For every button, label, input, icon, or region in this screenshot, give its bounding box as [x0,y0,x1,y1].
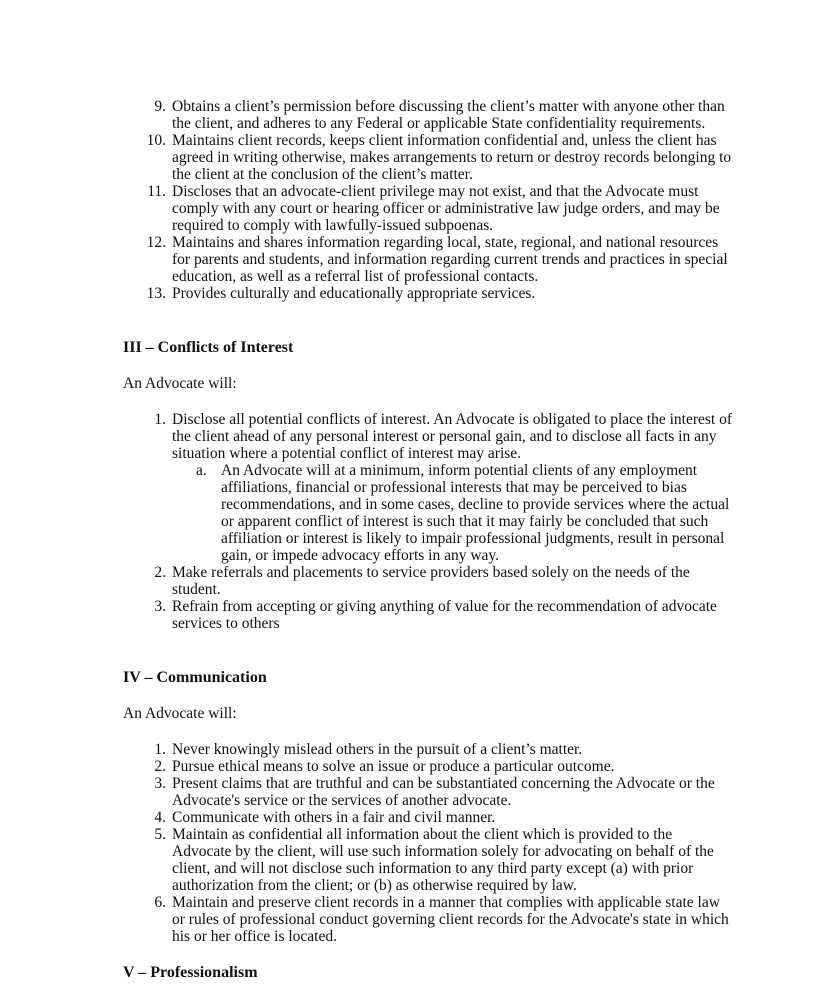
list-number: 10. [146,132,166,149]
list-number: 2. [154,564,166,581]
list-item [154,758,732,775]
list-item-text: Make referrals and placements to service providers based solely on the needs of the student. [172,564,690,598]
list-item [154,741,732,758]
list-number: 11. [147,183,166,200]
section-intro: An Advocate will: [123,375,237,392]
list-number: 6. [154,894,166,911]
list-number: 3. [154,598,166,615]
list-item-text: Obtains a client’s permission before discussing the client’s matter with anyone other than the client, and adheres to any Federal or applicable State confidentiality requirements. [172,98,725,132]
list-item [154,411,732,564]
section-heading-professionalism: V – Professionalism [123,964,258,981]
list-item-text: Maintains client records, keeps client information confidential and, unless the client has agreed in writing otherwise, makes arrangements to return or destroy records belonging to the client at the conclusion of the client’s matter. [172,132,732,183]
conflicts-numbered-list [154,411,732,632]
list-item [154,775,732,809]
list-item-text: Present claims that are truthful and can be substantiated concerning the Advocate or the Advocate's service or the services of another advocate. [172,775,715,809]
list-item-text: Maintains and shares information regarding local, state, regional, and national resources for parents and students, and information regarding current trends and practices in special education, as well as a referral list of professional contacts. [172,234,728,285]
list-item [146,285,732,302]
list-item [154,809,732,826]
list-item-text: Never knowingly mislead others in the pursuit of a client’s matter. [172,741,583,758]
list-number: 5. [154,826,166,843]
list-number: 4. [154,809,166,826]
continued-numbered-list [146,98,732,302]
sub-list-letter: a. [196,462,207,479]
list-number: 3. [154,775,166,792]
list-item [146,132,732,183]
list-item [146,234,732,285]
list-item-text: Maintain as confidential all information about the client which is provided to the Advocate by the client, will use such information solely for advocating on behalf of the client, and will not disclose such information to any third party except (a) with prior authorization from the client; or (b) as otherwise required by law. [172,826,714,894]
list-number: 13. [146,285,166,302]
sub-list-item [196,462,732,564]
list-number: 1. [154,411,166,428]
list-item-text: Discloses that an advocate-client privilege may not exist, and that the Advocate must comply with any court or hearing officer or administrative law judge orders, and may be required to comply with lawfully-issued subpoenas. [172,183,720,234]
list-number: 1. [154,741,166,758]
list-item-text: Communicate with others in a fair and civil manner. [172,809,496,826]
list-item [154,98,732,132]
list-item [154,598,732,632]
list-number: 9. [154,98,166,115]
section-heading-conflicts: III – Conflicts of Interest [123,339,294,356]
list-item [154,826,732,894]
section-intro: An Advocate will: [123,705,237,722]
list-item-text: Provides culturally and educationally appropriate services. [172,285,536,302]
list-item [147,183,732,234]
list-item-text: Refrain from accepting or giving anything of value for the recommendation of advocate services to others [172,598,717,632]
list-item [154,564,732,598]
list-item-text: Pursue ethical means to solve an issue or produce a particular outcome. [172,758,615,775]
list-number: 2. [154,758,166,775]
list-item-text: Disclose all potential conflicts of interest. An Advocate is obligated to place the interest of the client ahead of any personal interest or personal gain, and to disclose all facts in any situation where a potential conflict of interest may arise. [172,411,732,462]
list-item [154,894,732,945]
list-item-text: Maintain and preserve client records in a manner that complies with applicable state law or rules of professional conduct governing client records for the Advocate's state in which his or her office is located. [172,894,729,945]
communication-numbered-list [154,741,732,945]
section-heading-communication: IV – Communication [123,669,267,686]
lettered-sub-list [172,462,732,564]
list-number: 12. [146,234,166,251]
sub-list-item-text: An Advocate will at a minimum, inform potential clients of any employment affiliations, financial or professional interests that may be perceived to bias recommendations, and in some cases, decline to provide services where the actual or apparent conflict of interest is such that it may fairly be concluded that such affiliation or interest is likely to impair professional judgments, result in personal gain, or impede advocacy efforts in any way. [221,462,730,564]
